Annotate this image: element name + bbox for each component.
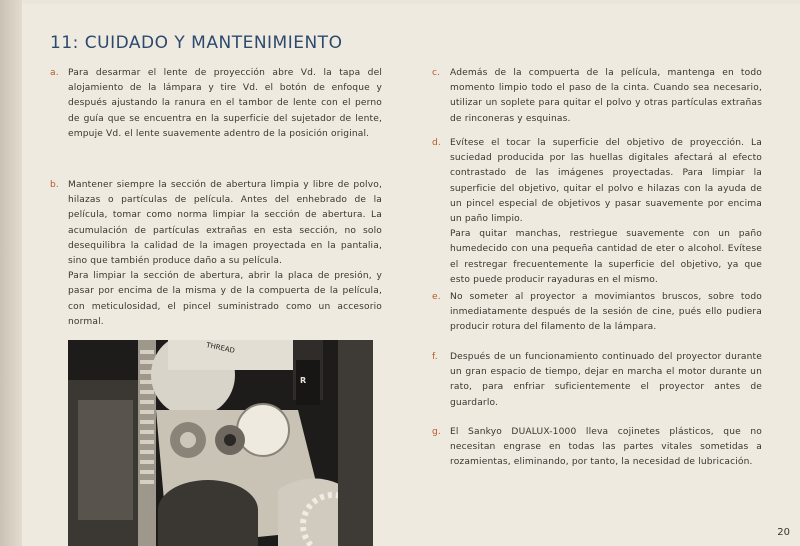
page-title: 11: CUIDADO Y MANTENIMIENTO <box>50 33 343 53</box>
page-number: 20 <box>777 527 790 538</box>
item-letter: b. <box>50 180 59 190</box>
thread-label: THREAD <box>205 341 236 355</box>
item-paragraph: Para quitar manchas, restriegue suavemente con un paño humedecido con una pequeña cantidad de eter o alcohol. Evítese el restregar frecuentemente la superficie del objetivo, ya que esto puede producir rayaduras en el mismo. <box>450 229 762 285</box>
item-text <box>450 350 762 411</box>
item-text <box>68 178 382 330</box>
list-item-d <box>432 136 762 288</box>
item-paragraph: El Sankyo DUALUX-1000 lleva cojinetes plásticos, que no necesitan engrase en todas las partes vitales sometidas a rozamientas, eliminando, por tanto, la necesidad de lubricación. <box>450 427 762 468</box>
item-text <box>450 66 762 127</box>
item-paragraph: No someter al proyector a movimiantos bruscos, sobre todo inmediatamente después de la sesión de cine, pués ello pudiera producir rotura del filamento de la lámpara. <box>450 292 762 333</box>
item-paragraph: Para limpiar la sección de abertura, abrir la placa de presión, y pasar por encima de la misma y de la compuerta de la película, con meticulosidad, el pincel suministrado como un accesorio normal. <box>68 271 382 327</box>
projector-illustration <box>68 340 373 546</box>
item-letter: e. <box>432 292 441 302</box>
item-paragraph: Evítese el tocar la superficie del objetivo de proyección. La suciedad producida por las huellas digitales afectará al efecto contrastado de las imágenes proyectadas. Para limpiar la superficie del objetivo, quitar el polvo e hilazas con la ayuda de un pincel especial de objetivos y pasar suavemente por encima un paño limpio. <box>450 138 762 225</box>
item-letter: f. <box>432 352 438 362</box>
item-letter: g. <box>432 427 441 437</box>
item-paragraph: Mantener siempre la sección de abertura limpia y libre de polvo, hilazas o partículas de película. Antes del enhebrado de la película, tomar como norma limpiar la sección de abertura. La acumulación de partículas extrañas en esta sección, no solo desequilibra la calidad de la imagen proyectada en la pantalia, sino que también produce daño a su película. <box>68 180 382 267</box>
list-item-g <box>432 425 762 471</box>
item-text <box>450 425 762 471</box>
list-item-a <box>50 66 382 142</box>
item-paragraph: Además de la compuerta de la película, mantenga en todo momento limpio todo el paso de la cinta. Cuando sea necesario, utilizar un soplete para quitar el polvo y otras partículas extrañas de rinconeras y esquinas. <box>450 68 762 124</box>
item-text <box>68 66 382 142</box>
item-letter: a. <box>50 68 59 78</box>
item-paragraph: Para desarmar el lente de proyección abre Vd. la tapa del alojamiento de la lámpara y tire Vd. el botón de enfoque y después ajustando la ranura en el tambor de lente con el perno de guía que se encuentra en la superficie del sujetador de lente, empuje Vd. el lente suavemente adentro de la posición original. <box>68 68 382 139</box>
item-text <box>450 136 762 288</box>
list-item-e <box>432 290 762 336</box>
projector-photo <box>68 340 373 546</box>
item-text <box>450 290 762 336</box>
item-paragraph: Después de un funcionamiento continuado del proyector durante un gran espacio de tiempo, dejar en marcha el motor durante un rato, para enfriar suficientemente el proyector antes de guardarlo. <box>450 352 762 408</box>
item-letter: c. <box>432 68 441 78</box>
book-spine-shadow <box>0 0 22 546</box>
item-letter: d. <box>432 138 441 148</box>
list-item-c <box>432 66 762 127</box>
list-item-f <box>432 350 762 411</box>
list-item-b <box>50 178 382 330</box>
r-label: R <box>300 376 307 385</box>
